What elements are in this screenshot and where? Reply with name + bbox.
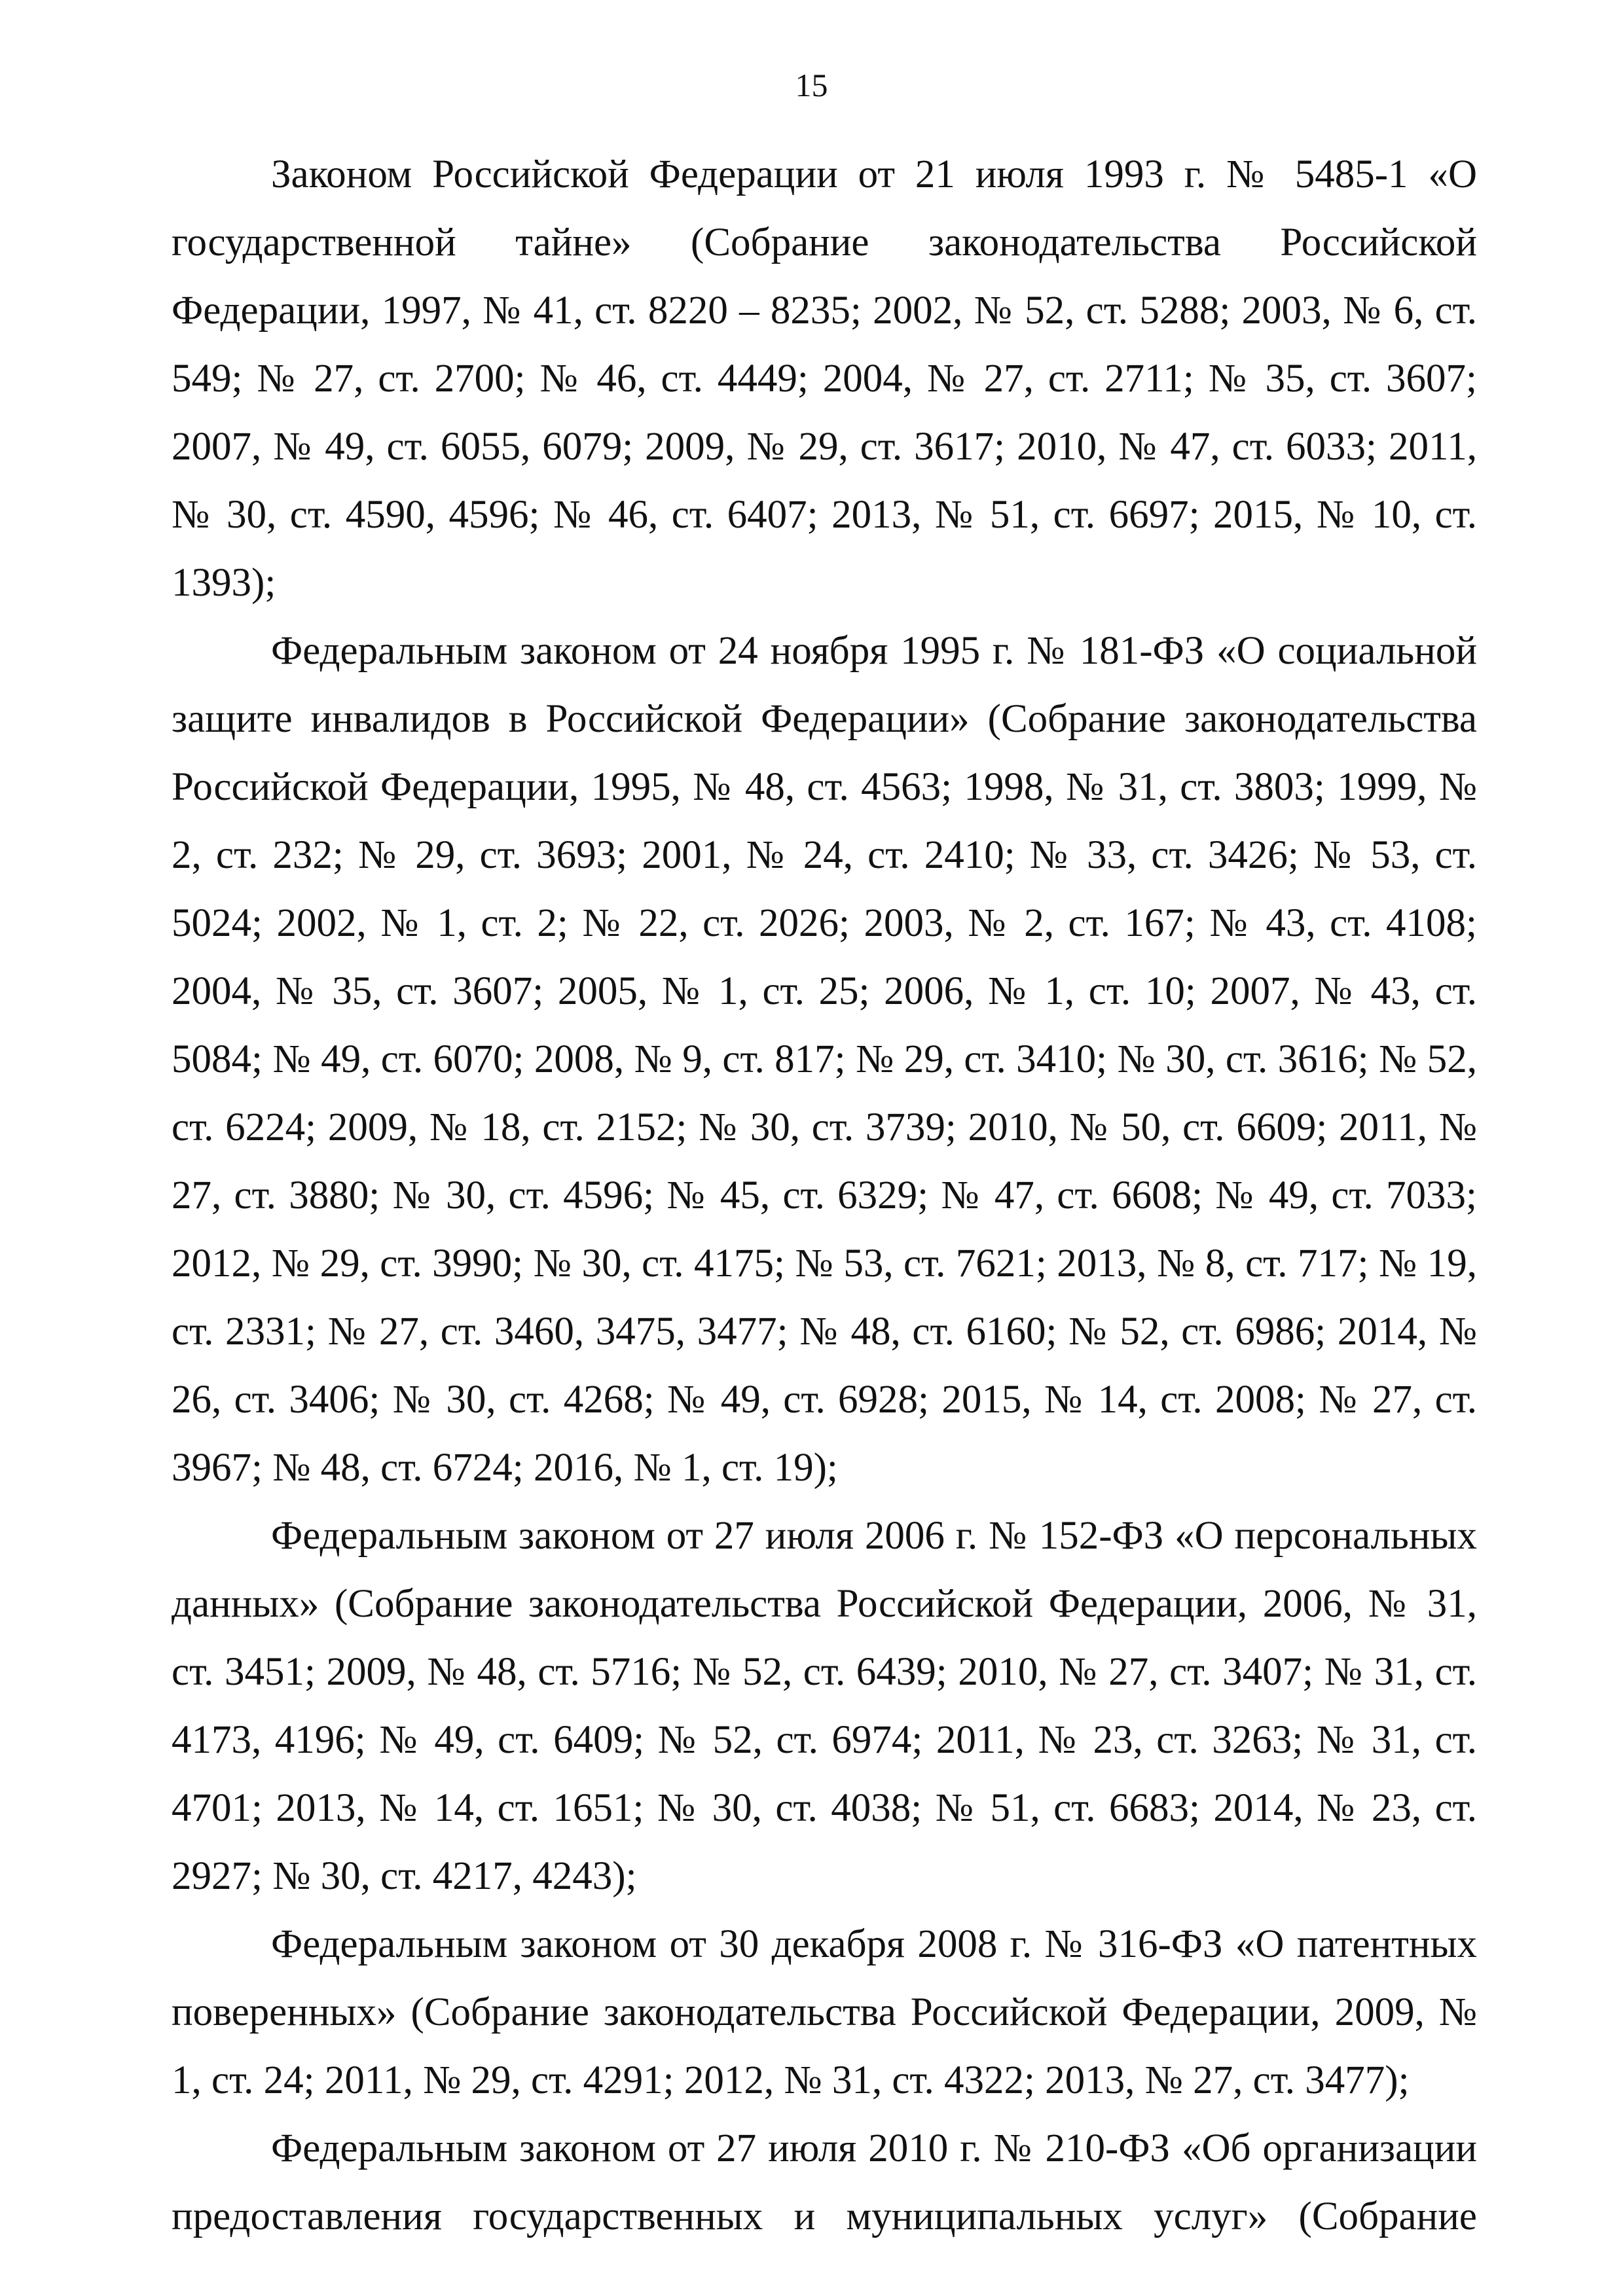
paragraph-law-210-fz: Федеральным законом от 27 июля 2010 г. № 210-ФЗ «Об организации предоставления государственных и муниципальных услуг» (Собрание bbox=[172, 2126, 1477, 2238]
document-body bbox=[172, 141, 1477, 2251]
paragraph-law-5485-1: Законом Российской Федерации от 21 июля 1993 г. № 5485-1 «О государственной тайне» (Собрание законодательства Российской Федерации, 1997, № 41, ст. 8220 – 8235; 2002, № 52, ст. 5288; 2003, № 6, ст. 549; № 27, ст. 2700; № 46, ст. 4449; 2004, № 27, ст. 2711; № 35, ст. 3607; 2007, № 49, ст. 6055, 6079; 2009, № 29, ст. 3617; 2010, № 47, ст. 6033; 2011, № 30, ст. 4590, 4596; № 46, ст. 6407; 2013, № 51, ст. 6697; 2015, № 10, ст. 1393); bbox=[172, 152, 1477, 605]
paragraph-law-316-fz: Федеральным законом от 30 декабря 2008 г. № 316-ФЗ «О патентных поверенных» (Собрание законодательства Российской Федерации, 2009, № 1, ст. 24; 2011, № 29, ст. 4291; 2012, № 31, ст. 4322; 2013, № 27, ст. 3477); bbox=[172, 1922, 1477, 2102]
page-number: 15 bbox=[795, 67, 828, 103]
paragraph-law-181-fz: Федеральным законом от 24 ноября 1995 г. № 181-ФЗ «О социальной защите инвалидов в Российской Федерации» (Собрание законодательства Российской Федерации, 1995, № 48, ст. 4563; 1998, № 31, ст. 3803; 1999, № 2, ст. 232; № 29, ст. 3693; 2001, № 24, ст. 2410; № 33, ст. 3426; № 53, ст. 5024; 2002, № 1, ст. 2; № 22, ст. 2026; 2003, № 2, ст. 167; № 43, ст. 4108; 2004, № 35, ст. 3607; 2005, № 1, ст. 25; 2006, № 1, ст. 10; 2007, № 43, ст. 5084; № 49, ст. 6070; 2008, № 9, ст. 817; № 29, ст. 3410; № 30, ст. 3616; № 52, ст. 6224; 2009, № 18, ст. 2152; № 30, ст. 3739; 2010, № 50, ст. 6609; 2011, № 27, ст. 3880; № 30, ст. 4596; № 45, ст. 6329; № 47, ст. 6608; № 49, ст. 7033; 2012, № 29, ст. 3990; № 30, ст. 4175; № 53, ст. 7621; 2013, № 8, ст. 717; № 19, ст. 2331; № 27, ст. 3460, 3475, 3477; № 48, ст. 6160; № 52, ст. 6986; 2014, № 26, ст. 3406; № 30, ст. 4268; № 49, ст. 6928; 2015, № 14, ст. 2008; № 27, ст. 3967; № 48, ст. 6724; 2016, № 1, ст. 19); bbox=[172, 629, 1477, 1490]
paragraph-law-152-fz: Федеральным законом от 27 июля 2006 г. № 152-ФЗ «О персональных данных» (Собрание законодательства Российской Федерации, 2006, № 31, ст. 3451; 2009, № 48, ст. 5716; № 52, ст. 6439; 2010, № 27, ст. 3407; № 31, ст. 4173, 4196; № 49, ст. 6409; № 52, ст. 6974; 2011, № 23, ст. 3263; № 31, ст. 4701; 2013, № 14, ст. 1651; № 30, ст. 4038; № 51, ст. 6683; 2014, № 23, ст. 2927; № 30, ст. 4217, 4243); bbox=[172, 1514, 1477, 1898]
